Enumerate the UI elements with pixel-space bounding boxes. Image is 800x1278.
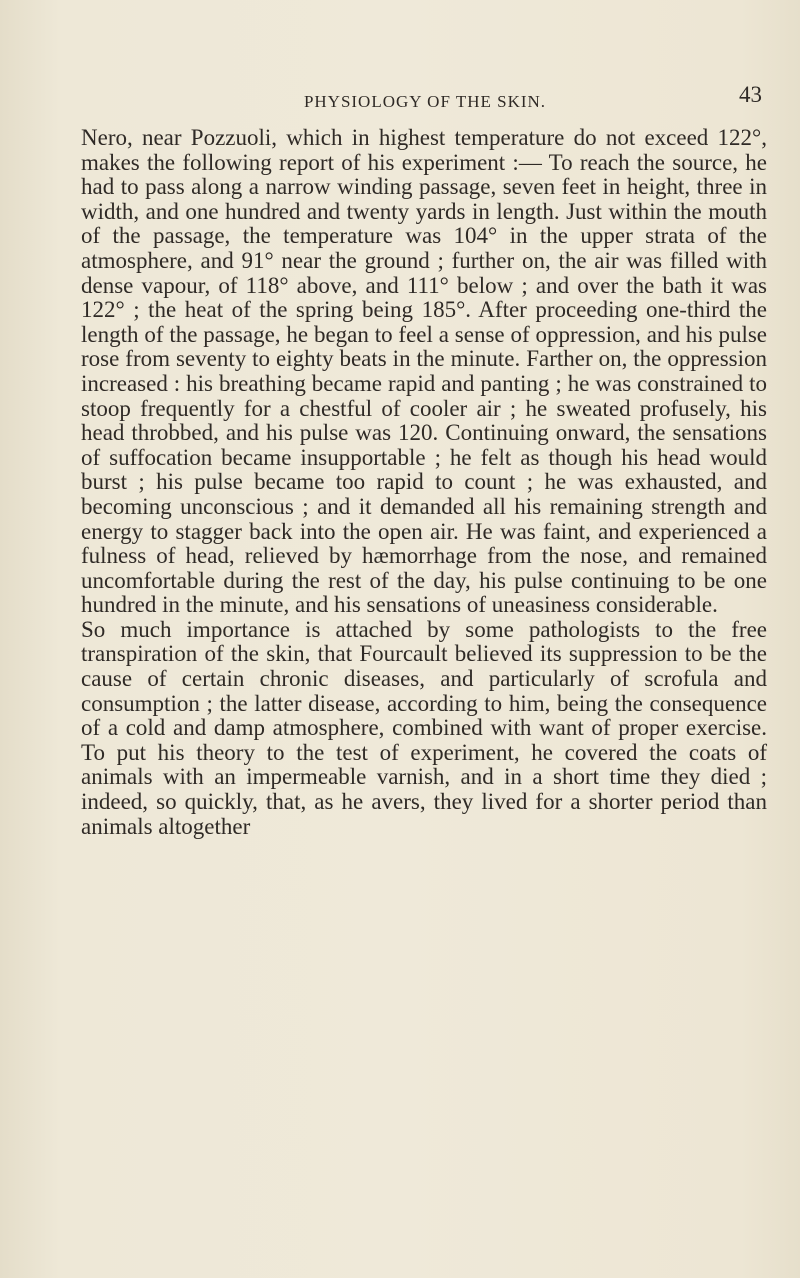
body-text [81, 126, 767, 839]
page-number: 43 [739, 82, 762, 107]
paragraph-1: Nero, near Pozzuoli, which in highest temperature do not exceed 122°, makes the following report of his experiment :— To reach the source, he had to pass along a narrow winding passage, seven feet in height, three in width, and one hundred and twenty yards in length. Just within the mouth of the passage, the temperature was 104° in the upper strata of the atmosphere, and 91° near the ground ; further on, the air was filled with dense vapour, of 118° above, and 111° below ; and over the bath it was 122° ; the heat of the spring being 185°. After proceeding one-third the length of the passage, he began to feel a sense of oppression, and his pulse rose from seventy to eighty beats in the minute. Farther on, the oppression increased : his breathing became rapid and panting ; he was constrained to stoop frequently for a chestful of cooler air ; he sweated profusely, his head throbbed, and his pulse was 120. Continuing onward, the sensations of suffocation became insupportable ; he felt as though his head would burst ; his pulse became too rapid to count ; he was exhausted, and becoming unconscious ; and it demanded all his remaining strength and energy to stagger back into the open air. He was faint, and experienced a fulness of head, relieved by hæmorrhage from the nose, and remained uncomfortable during the rest of the day, his pulse continuing to be one hundred in the minute, and his sensations of uneasiness considerable. [81, 125, 767, 618]
page-header [80, 82, 770, 112]
paragraph-2: So much importance is attached by some pathologists to the free transpiration of the skin, that Fourcault believed its suppression to be the cause of certain chronic diseases, and particularly of scrofula and consumption ; the latter disease, according to him, being the consequence of a cold and damp atmosphere, combined with want of proper exercise. To put his theory to the test of experiment, he covered the coats of animals with an impermeable varnish, and in a short time they died ; indeed, so quickly, that, as he avers, they lived for a shorter period than animals altogether [81, 616, 767, 839]
running-head: PHYSIOLOGY OF THE SKIN. [303, 92, 547, 111]
